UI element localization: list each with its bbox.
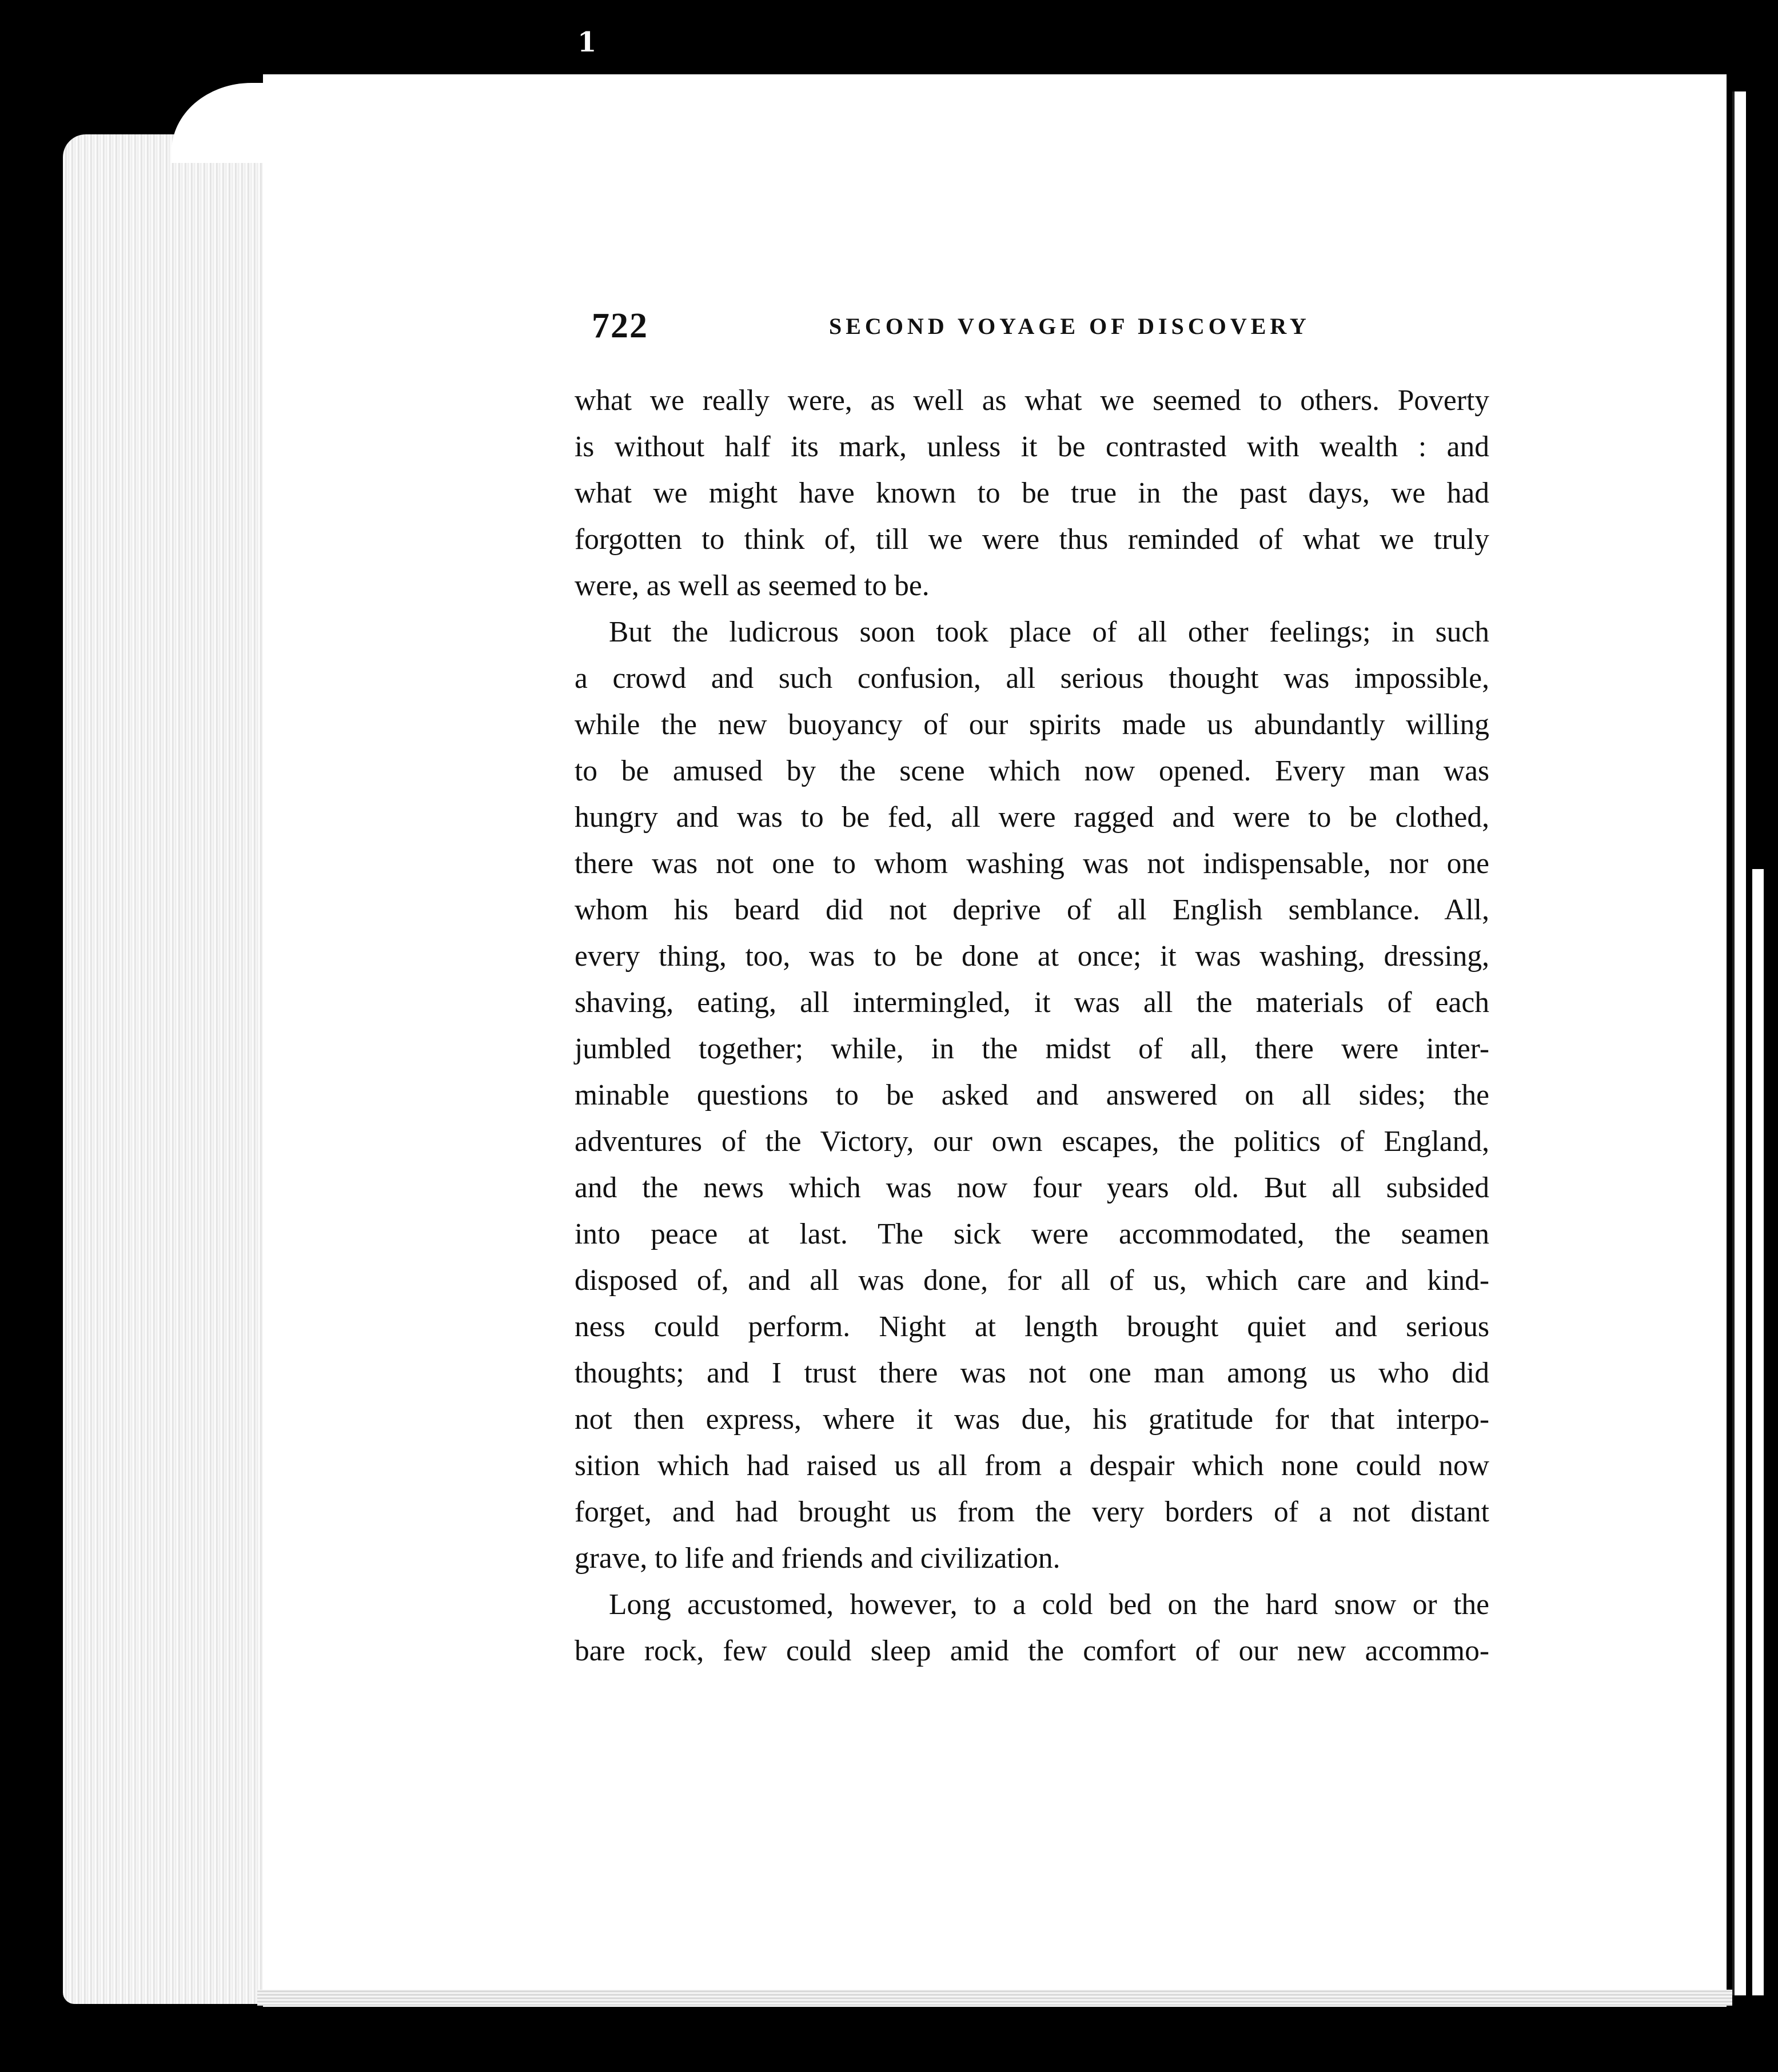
text-line: grave, to life and friends and civilization. [575, 1542, 1061, 1575]
text-line: there was not one to whom washing was not indispensable, nor one [575, 847, 1489, 880]
text-line: and the news which was now four years old. But all subsided [575, 1172, 1489, 1204]
running-head: SECOND VOYAGE OF DISCOVERY [829, 313, 1310, 339]
text-line: shaving, eating, all intermingled, it was all the materials of each [575, 986, 1489, 1019]
facing-page-edge [1732, 91, 1746, 1995]
text-line: what we might have known to be true in the past days, we had [575, 477, 1489, 509]
scan-corner-mark: 1 [577, 26, 597, 58]
text-line: thoughts; and I trust there was not one man among us who did [575, 1357, 1489, 1389]
page-bottom-edge [257, 1990, 1732, 2006]
text-line: ness could perform. Night at length brought quiet and serious [575, 1310, 1489, 1343]
text-line: is without half its mark, unless it be contrasted with wealth : and [575, 431, 1489, 463]
text-line: forgotten to think of, till we were thus reminded of what we truly [575, 523, 1489, 556]
text-line: hungry and was to be fed, all were ragged and were to be clothed, [575, 801, 1489, 834]
text-line: every thing, too, was to be done at once; it was washing, dressing, [575, 940, 1489, 973]
page-number: 722 [592, 306, 648, 345]
text-line: minable questions to be asked and answered on all sides; the [575, 1079, 1489, 1111]
text-line: But the ludicrous soon took place of all other feelings; in such [609, 616, 1489, 648]
text-line: disposed of, and all was done, for all of us, which care and kind- [575, 1264, 1489, 1297]
body-text [575, 377, 1489, 1674]
text-line: to be amused by the scene which now opened. Every man was [575, 755, 1489, 787]
text-line: bare rock, few could sleep amid the comfort of our new accommo- [575, 1635, 1489, 1667]
paragraph-2 [575, 609, 1489, 1581]
paragraph-3 [575, 1581, 1489, 1674]
text-line: what we really were, as well as what we seemed to others. Poverty [575, 384, 1489, 417]
text-line: while the new buoyancy of our spirits made us abundantly willing [575, 708, 1489, 741]
text-line: a crowd and such confusion, all serious thought was impossible, [575, 662, 1489, 695]
text-line: were, as well as seemed to be. [575, 569, 930, 602]
facing-page-edge-lower [1752, 869, 1764, 1995]
page-stack-edge [63, 134, 269, 2004]
text-line: whom his beard did not deprive of all English semblance. All, [575, 894, 1489, 926]
text-line: sition which had raised us all from a despair which none could now [575, 1449, 1489, 1482]
text-line: forget, and had brought us from the very borders of a not distant [575, 1496, 1489, 1528]
text-line: into peace at last. The sick were accommodated, the seamen [575, 1218, 1489, 1250]
text-line: Long accustomed, however, to a cold bed on the hard snow or the [609, 1588, 1489, 1621]
text-line: adventures of the Victory, our own escapes, the politics of England, [575, 1125, 1489, 1158]
paragraph-1 [575, 377, 1489, 609]
text-line: jumbled together; while, in the midst of all, there were inter- [575, 1033, 1489, 1065]
text-line: not then express, where it was due, his gratitude for that interpo- [575, 1403, 1489, 1436]
page-header [592, 306, 1484, 352]
